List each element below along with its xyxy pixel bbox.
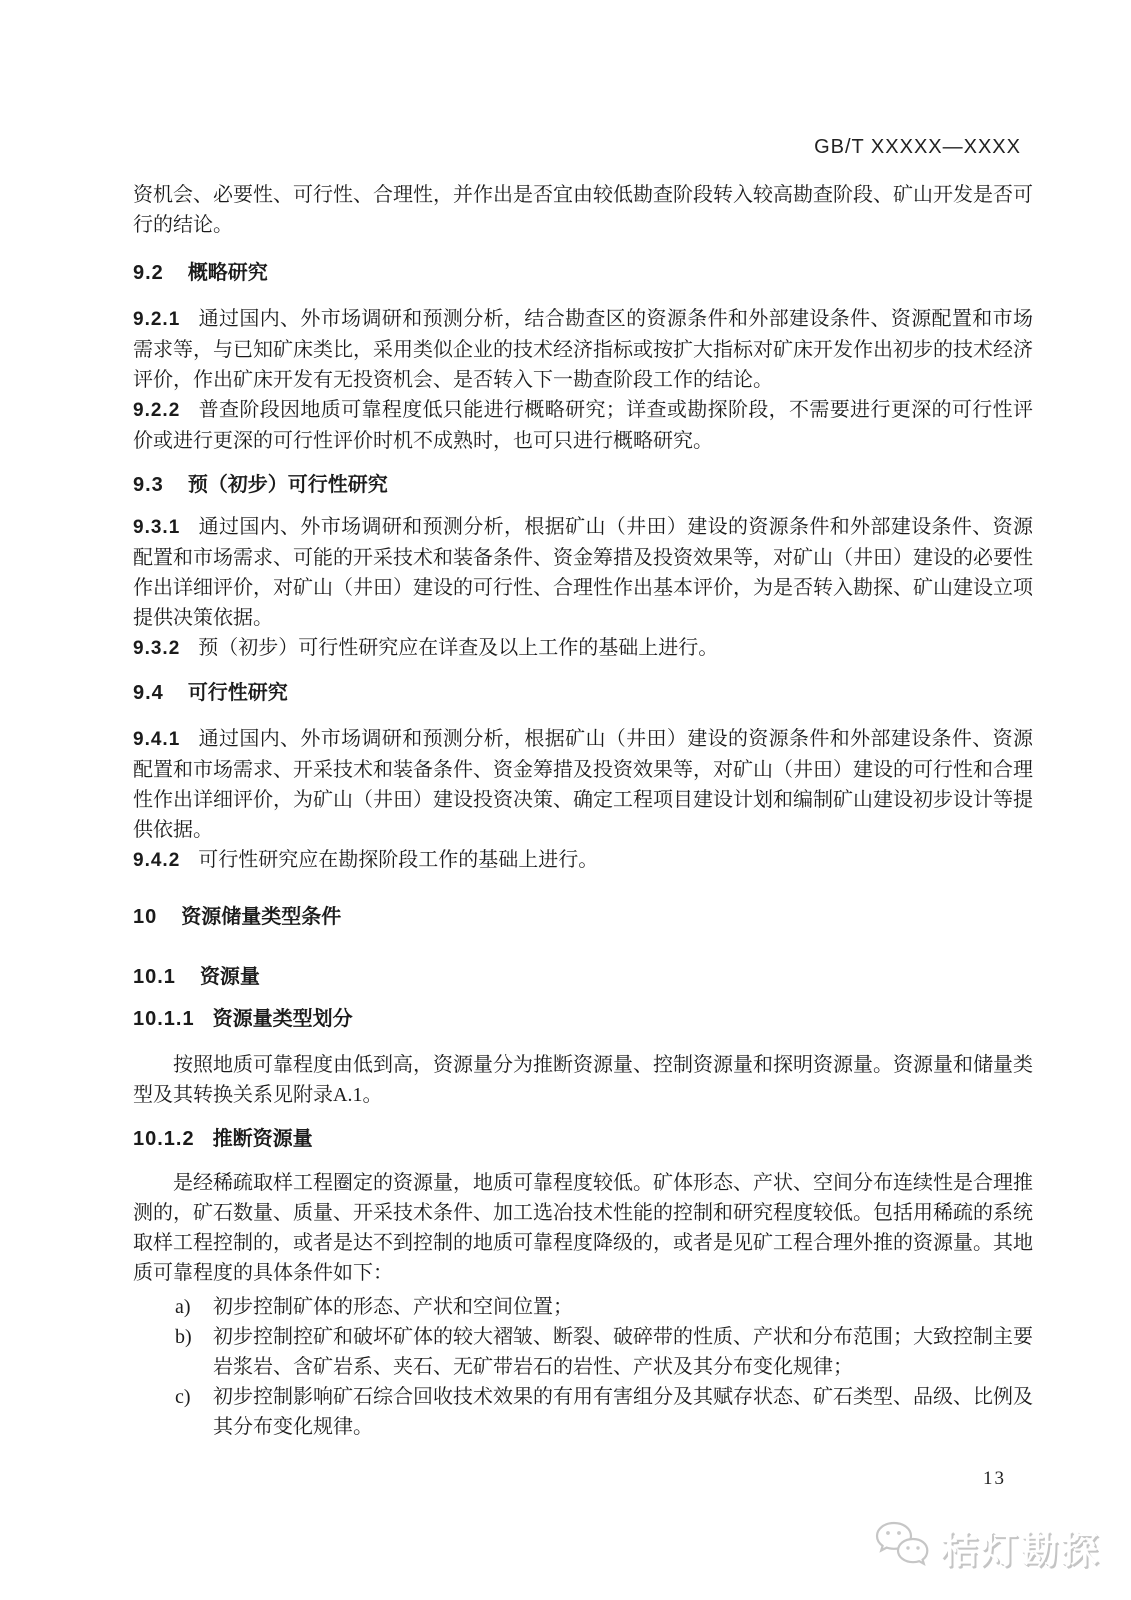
page-number: 13 [983,1468,1006,1489]
section-title: 可行性研究 [187,682,288,704]
watermark-text: 桔灯勘探 [941,1530,1101,1571]
list-item-text: 初步控制控矿和破坏矿体的较大褶皱、断裂、破碎带的性质、产状和分布范围；大致控制主要岩浆岩、含矿岩系、夹石、无矿带岩石的岩性、产状及其分布变化规律； [213,1326,1033,1378]
list-item-text: 初步控制矿体的形态、产状和空间位置； [213,1296,573,1318]
clause-9-3-2 [133,633,1033,664]
section-heading-10-1 [133,962,1033,992]
section-number: 9.2 [133,262,164,284]
list-item-label: a) [175,1296,191,1318]
section-title: 推断资源量 [212,1128,313,1150]
section-heading-10-1-1 [133,1004,1033,1034]
clause-text: 普查阶段因地质可靠程度低只能进行概略研究；详查或勘探阶段，不需要进行更深的可行性评价或进行更深的可行性评价时机不成熟时，也可只进行概略研究。 [133,399,1033,452]
paragraph-inferred-resource: 是经稀疏取样工程圈定的资源量，地质可靠程度较低。矿体形态、产状、空间分布连续性是合理推测的，矿石数量、质量、开采技术条件、加工选冶技术性能的控制和研究程度较低。包括用稀疏的系统取样工程控制的，或者是达不到控制的地质可靠程度降级的，或者是见矿工程合理外推的资源量。其地质可靠程度的具体条件如下： [133,1172,1033,1284]
list-item-a [133,1292,1033,1322]
clause-9-2-1 [133,304,1033,395]
list-item-label: b) [175,1326,192,1348]
section-title: 概略研究 [187,262,268,284]
chapter-number: 10 [133,906,158,928]
clause-text: 可行性研究应在勘探阶段工作的基础上进行。 [198,849,599,871]
section-heading-9-3 [133,470,1033,500]
section-heading-9-2 [133,258,1033,288]
chapter-title: 资源储量类型条件 [181,906,342,928]
section-title: 资源量类型划分 [212,1008,353,1030]
paragraph-resource-types: 按照地质可靠程度由低到高，资源量分为推断资源量、控制资源量和探明资源量。资源量和储量类型及其转换关系见附录A.1。 [133,1054,1033,1106]
section-number: 10.1.1 [133,1008,195,1030]
clause-number: 9.4.2 [133,850,181,871]
clause-number: 9.3.1 [133,517,181,538]
section-number: 10.1.2 [133,1128,195,1150]
list-item-c [133,1382,1033,1442]
section-title: 预（初步）可行性研究 [187,474,388,496]
page-body [133,180,1033,1442]
list-item-label: c) [175,1386,191,1408]
clause-number: 9.2.1 [133,309,181,330]
section-title: 资源量 [199,966,260,988]
clause-9-4-2 [133,845,1033,876]
clause-number: 9.3.2 [133,638,181,659]
clause-9-3-1 [133,512,1033,633]
paragraph-continued: 资机会、必要性、可行性、合理性，并作出是否宜由较低勘查阶段转入较高勘查阶段、矿山开发是否可行的结论。 [133,184,1033,236]
clause-text: 通过国内、外市场调研和预测分析，根据矿山（井田）建设的资源条件和外部建设条件、资源配置和市场需求、可能的开采技术和装备条件、资金筹措及投资效果等，对矿山（井田）建设的必要性作出详细评价，对矿山（井田）建设的可行性、合理性作出基本评价，为是否转入勘探、矿山建设立项提供决策依据。 [133,516,1033,629]
list-item-text: 初步控制影响矿石综合回收技术效果的有用有害组分及其赋存状态、矿石类型、品级、比例及其分布变化规律。 [213,1386,1033,1438]
wechat-chat-bubbles-icon [873,1520,931,1574]
section-number: 9.4 [133,682,164,704]
clause-number: 9.4.1 [133,729,181,750]
chapter-heading-10 [133,902,1033,932]
standard-doc-number: GB/T XXXXX—XXXX [814,136,1021,158]
list-item-b [133,1322,1033,1382]
clause-text: 通过国内、外市场调研和预测分析，结合勘查区的资源条件和外部建设条件、资源配置和市场需求等，与已知矿床类比，采用类似企业的技术经济指标或按扩大指标对矿床开发作出初步的技术经济评价，作出矿床开发有无投资机会、是否转入下一勘查阶段工作的结论。 [133,308,1033,391]
clause-text: 通过国内、外市场调研和预测分析，根据矿山（井田）建设的资源条件和外部建设条件、资源配置和市场需求、开采技术和装备条件、资金筹措及投资效果等，对矿山（井田）建设的可行性和合理性作出详细评价，为矿山（井田）建设投资决策、确定工程项目建设计划和编制矿山建设初步设计等提供依据。 [133,728,1033,841]
section-number: 9.3 [133,474,164,496]
section-number: 10.1 [133,966,176,988]
condition-list [133,1292,1033,1442]
clause-number: 9.2.2 [133,400,181,421]
clause-9-2-2 [133,395,1033,456]
section-heading-10-1-2 [133,1124,1033,1154]
section-heading-9-4 [133,678,1033,708]
clause-text: 预（初步）可行性研究应在详查及以上工作的基础上进行。 [198,637,719,659]
clause-9-4-1 [133,724,1033,845]
watermark [873,1520,1101,1574]
